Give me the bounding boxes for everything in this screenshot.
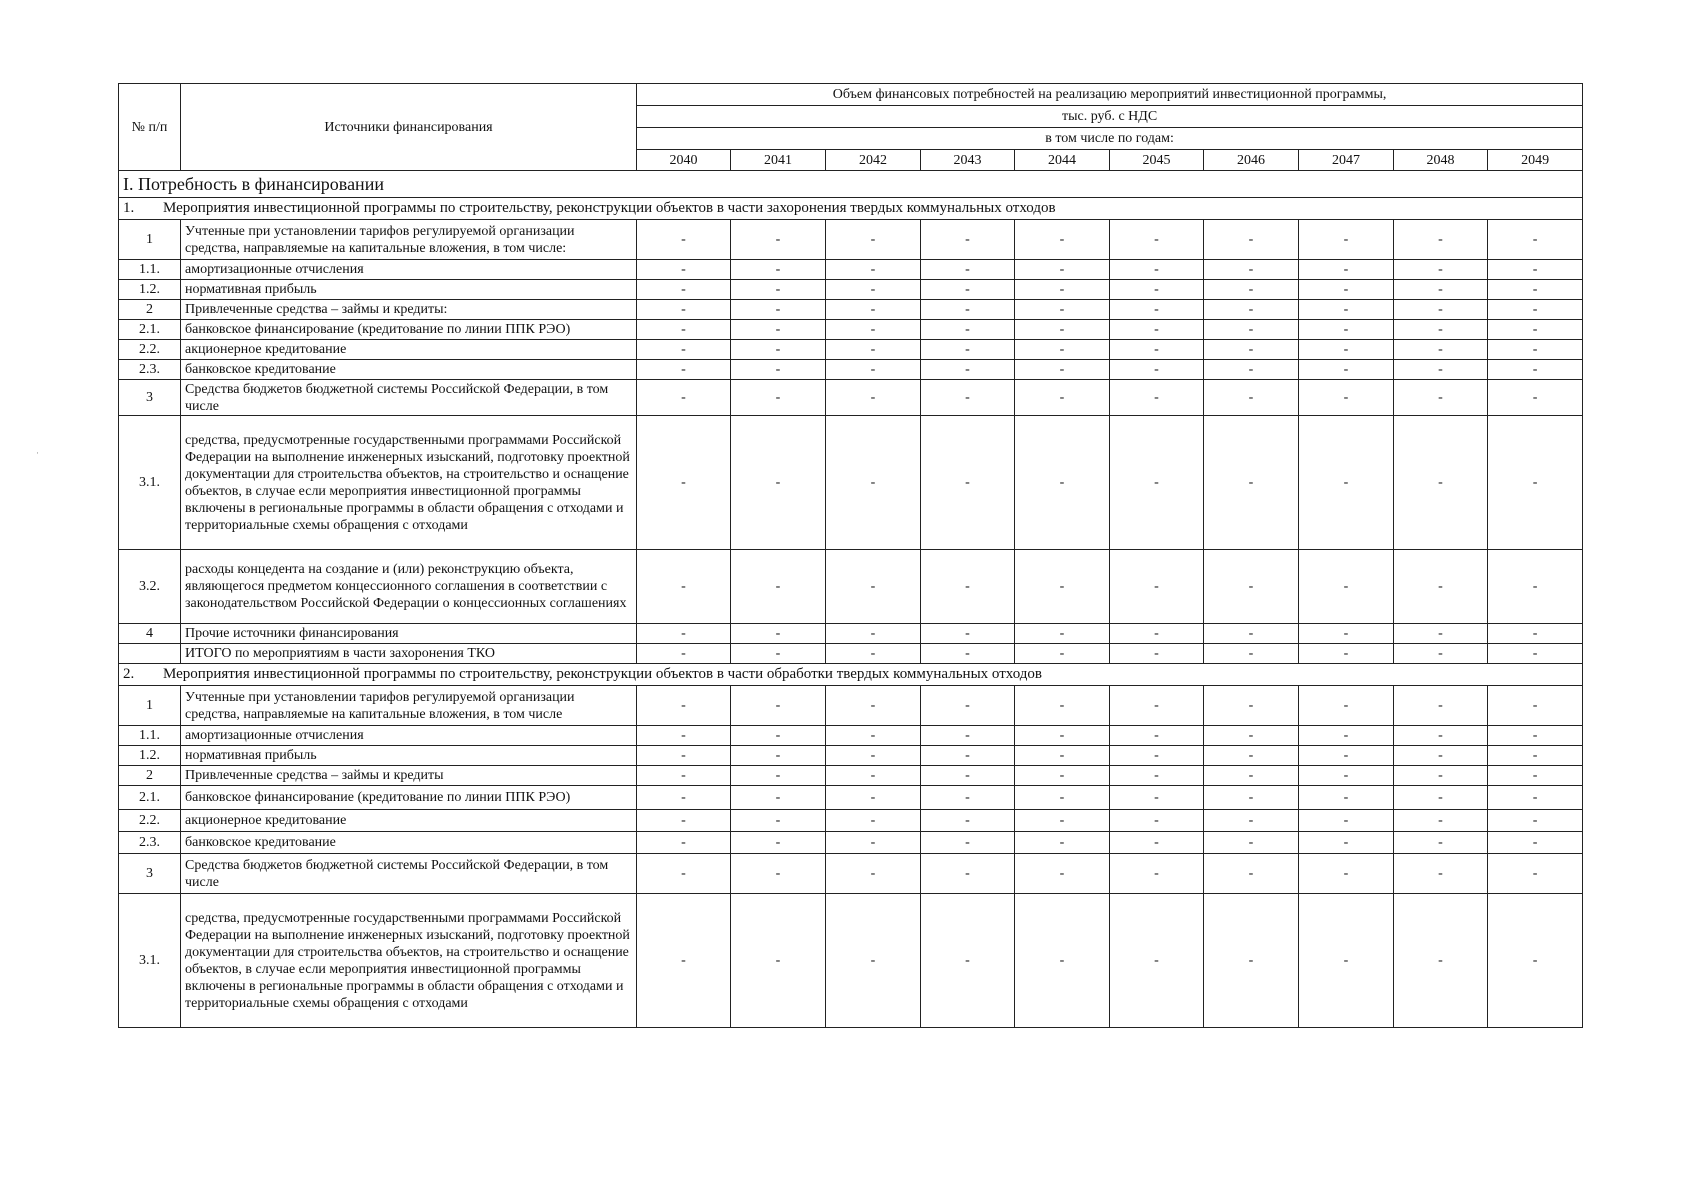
value-cell: - <box>1015 320 1110 340</box>
value-cell: - <box>1015 220 1110 260</box>
value-cell: - <box>1015 894 1110 1028</box>
value-cell: - <box>921 894 1015 1028</box>
row-source-label: банковское кредитование <box>181 832 637 854</box>
year-header: 2048 <box>1394 150 1488 171</box>
value-cell: - <box>1110 380 1204 416</box>
table-row <box>119 686 1583 726</box>
value-cell: - <box>1015 550 1110 624</box>
value-cell: - <box>1394 300 1488 320</box>
value-cell: - <box>1299 832 1394 854</box>
value-cell: - <box>1110 746 1204 766</box>
table-row <box>119 416 1583 550</box>
value-cell: - <box>826 854 921 894</box>
value-cell: - <box>1015 832 1110 854</box>
year-header: 2041 <box>731 150 826 171</box>
row-source-label: амортизационные отчисления <box>181 260 637 280</box>
value-cell: - <box>1299 854 1394 894</box>
value-cell: - <box>1110 300 1204 320</box>
value-cell: - <box>826 220 921 260</box>
row-number: 1.2. <box>119 280 181 300</box>
value-cell: - <box>921 320 1015 340</box>
value-cell: - <box>1394 220 1488 260</box>
total-row <box>119 644 1583 664</box>
value-cell: - <box>1110 220 1204 260</box>
value-cell: - <box>1015 300 1110 320</box>
value-cell: - <box>1015 624 1110 644</box>
value-cell: - <box>1204 810 1299 832</box>
table-row <box>119 726 1583 746</box>
value-cell: - <box>1204 380 1299 416</box>
value-cell: - <box>1488 300 1583 320</box>
value-cell: - <box>1110 260 1204 280</box>
group-number: 2. <box>123 666 135 682</box>
value-cell: - <box>1110 766 1204 786</box>
row-number: 2.2. <box>119 810 181 832</box>
value-cell: - <box>1299 220 1394 260</box>
table-row <box>119 786 1583 810</box>
total-value-cell: - <box>1488 644 1583 664</box>
value-cell: - <box>826 360 921 380</box>
value-cell: - <box>731 550 826 624</box>
value-cell: - <box>921 746 1015 766</box>
row-source-label: Учтенные при установлении тарифов регулируемой организации средства, направляемые на капитальные вложения, в том числе: <box>181 220 637 260</box>
value-cell: - <box>1015 280 1110 300</box>
margin-mark: · <box>36 448 39 458</box>
table-row <box>119 810 1583 832</box>
value-cell: - <box>921 340 1015 360</box>
value-cell: - <box>1110 360 1204 380</box>
year-header: 2049 <box>1488 150 1583 171</box>
value-cell: - <box>921 810 1015 832</box>
value-cell: - <box>1015 260 1110 280</box>
year-header: 2046 <box>1204 150 1299 171</box>
col-sources-header: Источники финансирования <box>181 84 637 171</box>
value-cell: - <box>1394 340 1488 360</box>
volume-unit: тыс. руб. с НДС <box>637 106 1583 128</box>
value-cell: - <box>731 686 826 726</box>
value-cell: - <box>826 686 921 726</box>
value-cell: - <box>637 416 731 550</box>
row-number: 3 <box>119 854 181 894</box>
value-cell: - <box>1394 894 1488 1028</box>
value-cell: - <box>1488 340 1583 360</box>
value-cell: - <box>1204 832 1299 854</box>
value-cell: - <box>826 280 921 300</box>
value-cell: - <box>637 854 731 894</box>
value-cell: - <box>1488 360 1583 380</box>
group-number: 1. <box>123 200 135 216</box>
value-cell: - <box>1299 766 1394 786</box>
year-header: 2043 <box>921 150 1015 171</box>
value-cell: - <box>1110 550 1204 624</box>
row-source-label: акционерное кредитование <box>181 810 637 832</box>
financing-table <box>118 83 1583 1028</box>
value-cell: - <box>921 766 1015 786</box>
year-header: 2042 <box>826 150 921 171</box>
value-cell: - <box>637 726 731 746</box>
value-cell: - <box>1488 810 1583 832</box>
value-cell: - <box>1204 854 1299 894</box>
total-value-cell: - <box>731 644 826 664</box>
table-row <box>119 340 1583 360</box>
row-number: 2.1. <box>119 320 181 340</box>
value-cell: - <box>1204 416 1299 550</box>
row-source-label: Прочие источники финансирования <box>181 624 637 644</box>
value-cell: - <box>1204 766 1299 786</box>
value-cell: - <box>1015 360 1110 380</box>
value-cell: - <box>1394 320 1488 340</box>
value-cell: - <box>1015 810 1110 832</box>
value-cell: - <box>731 746 826 766</box>
value-cell: - <box>1394 260 1488 280</box>
value-cell: - <box>1299 260 1394 280</box>
value-cell: - <box>1394 810 1488 832</box>
value-cell: - <box>826 550 921 624</box>
value-cell: - <box>1488 766 1583 786</box>
total-value-cell: - <box>1394 644 1488 664</box>
table-row <box>119 766 1583 786</box>
value-cell: - <box>921 260 1015 280</box>
value-cell: - <box>731 220 826 260</box>
row-source-label: Привлеченные средства – займы и кредиты <box>181 766 637 786</box>
value-cell: - <box>637 300 731 320</box>
value-cell: - <box>1015 380 1110 416</box>
group-title: Мероприятия инвестиционной программы по строительству, реконструкции объектов в части обработки твердых коммунальных отходов <box>163 666 1042 682</box>
year-header: 2044 <box>1015 150 1110 171</box>
value-cell: - <box>637 260 731 280</box>
value-cell: - <box>1488 220 1583 260</box>
row-number: 4 <box>119 624 181 644</box>
group-title: Мероприятия инвестиционной программы по строительству, реконструкции объектов в части захоронения твердых коммунальных отходов <box>163 200 1056 216</box>
value-cell: - <box>637 320 731 340</box>
value-cell: - <box>1204 894 1299 1028</box>
table-row <box>119 894 1583 1028</box>
value-cell: - <box>1488 320 1583 340</box>
row-source-label: Средства бюджетов бюджетной системы Российской Федерации, в том числе <box>181 380 637 416</box>
row-source-label: банковское финансирование (кредитование по линии ППК РЭО) <box>181 786 637 810</box>
value-cell: - <box>826 416 921 550</box>
value-cell: - <box>731 340 826 360</box>
table-row <box>119 832 1583 854</box>
value-cell: - <box>1299 624 1394 644</box>
total-number-cell <box>119 644 181 664</box>
value-cell: - <box>921 832 1015 854</box>
value-cell: - <box>1110 416 1204 550</box>
total-value-cell: - <box>1110 644 1204 664</box>
value-cell: - <box>921 686 1015 726</box>
value-cell: - <box>1204 360 1299 380</box>
total-value-cell: - <box>1299 644 1394 664</box>
value-cell: - <box>1015 686 1110 726</box>
value-cell: - <box>637 624 731 644</box>
value-cell: - <box>826 300 921 320</box>
row-source-label: нормативная прибыль <box>181 746 637 766</box>
value-cell: - <box>1299 686 1394 726</box>
row-number: 3.1. <box>119 894 181 1028</box>
row-source-label: акционерное кредитование <box>181 340 637 360</box>
row-source-label: Учтенные при установлении тарифов регулируемой организации средства, направляемые на капитальные вложения, в том числе <box>181 686 637 726</box>
row-number: 2.1. <box>119 786 181 810</box>
row-number: 2.3. <box>119 360 181 380</box>
value-cell: - <box>731 786 826 810</box>
value-cell: - <box>1488 280 1583 300</box>
value-cell: - <box>1394 416 1488 550</box>
value-cell: - <box>1299 340 1394 360</box>
value-cell: - <box>1394 280 1488 300</box>
value-cell: - <box>1110 624 1204 644</box>
value-cell: - <box>921 786 1015 810</box>
value-cell: - <box>1204 220 1299 260</box>
table-row <box>119 300 1583 320</box>
value-cell: - <box>731 624 826 644</box>
value-cell: - <box>826 894 921 1028</box>
row-number: 2.3. <box>119 832 181 854</box>
value-cell: - <box>731 832 826 854</box>
value-cell: - <box>1488 854 1583 894</box>
row-number: 1 <box>119 686 181 726</box>
value-cell: - <box>1110 280 1204 300</box>
value-cell: - <box>1394 854 1488 894</box>
value-cell: - <box>1394 550 1488 624</box>
table-row <box>119 260 1583 280</box>
row-number: 3 <box>119 380 181 416</box>
row-number: 2 <box>119 766 181 786</box>
table-row <box>119 624 1583 644</box>
row-number: 2 <box>119 300 181 320</box>
value-cell: - <box>731 280 826 300</box>
value-cell: - <box>1299 786 1394 810</box>
value-cell: - <box>1204 746 1299 766</box>
table-row <box>119 380 1583 416</box>
value-cell: - <box>731 300 826 320</box>
value-cell: - <box>826 320 921 340</box>
value-cell: - <box>826 340 921 360</box>
value-cell: - <box>826 726 921 746</box>
value-cell: - <box>731 854 826 894</box>
volume-title: Объем финансовых потребностей на реализацию мероприятий инвестиционной программы, <box>637 84 1583 106</box>
value-cell: - <box>1394 726 1488 746</box>
table-row <box>119 360 1583 380</box>
value-cell: - <box>637 786 731 810</box>
value-cell: - <box>1488 260 1583 280</box>
value-cell: - <box>731 380 826 416</box>
value-cell: - <box>1488 832 1583 854</box>
value-cell: - <box>1394 380 1488 416</box>
value-cell: - <box>637 360 731 380</box>
table-row <box>119 746 1583 766</box>
value-cell: - <box>921 220 1015 260</box>
value-cell: - <box>1015 416 1110 550</box>
value-cell: - <box>1015 854 1110 894</box>
value-cell: - <box>1110 854 1204 894</box>
value-cell: - <box>637 686 731 726</box>
row-number: 1.1. <box>119 726 181 746</box>
value-cell: - <box>1299 380 1394 416</box>
value-cell: - <box>1015 766 1110 786</box>
value-cell: - <box>1299 894 1394 1028</box>
row-number: 1.1. <box>119 260 181 280</box>
value-cell: - <box>921 416 1015 550</box>
value-cell: - <box>637 340 731 360</box>
total-value-cell: - <box>637 644 731 664</box>
value-cell: - <box>826 766 921 786</box>
value-cell: - <box>731 810 826 832</box>
value-cell: - <box>1299 810 1394 832</box>
total-value-cell: - <box>921 644 1015 664</box>
value-cell: - <box>1299 360 1394 380</box>
col-num-header: № п/п <box>119 84 181 171</box>
value-cell: - <box>826 624 921 644</box>
row-number: 1.2. <box>119 746 181 766</box>
value-cell: - <box>1204 260 1299 280</box>
row-source-label: Привлеченные средства – займы и кредиты: <box>181 300 637 320</box>
value-cell: - <box>1204 320 1299 340</box>
value-cell: - <box>1299 746 1394 766</box>
value-cell: - <box>731 260 826 280</box>
value-cell: - <box>637 894 731 1028</box>
value-cell: - <box>1394 746 1488 766</box>
row-source-label: банковское финансирование (кредитование по линии ППК РЭО) <box>181 320 637 340</box>
group-title-row <box>119 198 1583 220</box>
value-cell: - <box>637 550 731 624</box>
value-cell: - <box>1299 416 1394 550</box>
table-row <box>119 854 1583 894</box>
value-cell: - <box>1015 786 1110 810</box>
total-value-cell: - <box>1204 644 1299 664</box>
value-cell: - <box>921 550 1015 624</box>
value-cell: - <box>921 280 1015 300</box>
row-source-label: нормативная прибыль <box>181 280 637 300</box>
value-cell: - <box>1204 624 1299 644</box>
value-cell: - <box>1015 340 1110 360</box>
value-cell: - <box>921 360 1015 380</box>
value-cell: - <box>921 726 1015 746</box>
value-cell: - <box>1394 360 1488 380</box>
year-header: 2047 <box>1299 150 1394 171</box>
value-cell: - <box>1488 894 1583 1028</box>
year-header: 2045 <box>1110 150 1204 171</box>
value-cell: - <box>637 766 731 786</box>
value-cell: - <box>1488 686 1583 726</box>
table-row <box>119 550 1583 624</box>
value-cell: - <box>1488 746 1583 766</box>
value-cell: - <box>1394 766 1488 786</box>
value-cell: - <box>1299 550 1394 624</box>
value-cell: - <box>1110 320 1204 340</box>
value-cell: - <box>1488 786 1583 810</box>
value-cell: - <box>1394 786 1488 810</box>
value-cell: - <box>1110 726 1204 746</box>
value-cell: - <box>1488 550 1583 624</box>
value-cell: - <box>1110 340 1204 360</box>
value-cell: - <box>731 894 826 1028</box>
value-cell: - <box>1394 624 1488 644</box>
value-cell: - <box>1488 726 1583 746</box>
section-title: I. Потребность в финансировании <box>119 171 1583 198</box>
total-label: ИТОГО по мероприятиям в части захоронения ТКО <box>181 644 637 664</box>
row-number: 2.2. <box>119 340 181 360</box>
row-source-label: Средства бюджетов бюджетной системы Российской Федерации, в том числе <box>181 854 637 894</box>
value-cell: - <box>826 260 921 280</box>
value-cell: - <box>1488 380 1583 416</box>
value-cell: - <box>1204 280 1299 300</box>
value-cell: - <box>1110 786 1204 810</box>
value-cell: - <box>1110 894 1204 1028</box>
total-value-cell: - <box>826 644 921 664</box>
value-cell: - <box>921 854 1015 894</box>
value-cell: - <box>1204 686 1299 726</box>
value-cell: - <box>826 832 921 854</box>
value-cell: - <box>1204 550 1299 624</box>
table-row <box>119 320 1583 340</box>
group-title-row <box>119 664 1583 686</box>
table-header <box>119 84 1583 171</box>
value-cell: - <box>826 746 921 766</box>
value-cell: - <box>1299 320 1394 340</box>
value-cell: - <box>731 766 826 786</box>
table-row <box>119 280 1583 300</box>
row-number: 1 <box>119 220 181 260</box>
row-source-label: банковское кредитование <box>181 360 637 380</box>
row-source-label: средства, предусмотренные государственными программами Российской Федерации на выполнение инженерных изысканий, подготовку проектной документации для строительства объектов, на строительство и оснащение объектов, в случае если мероприятия инвестиционной программы включены в региональные программы в области обращения с отходами и территориальные схемы обращения с отходами <box>181 894 637 1028</box>
value-cell: - <box>1110 810 1204 832</box>
table-body <box>119 171 1583 1028</box>
value-cell: - <box>1015 726 1110 746</box>
value-cell: - <box>826 380 921 416</box>
value-cell: - <box>1299 300 1394 320</box>
row-source-label: средства, предусмотренные государственными программами Российской Федерации на выполнение инженерных изысканий, подготовку проектной документации для строительства объектов, на строительство и оснащение объектов, в случае если мероприятия инвестиционной программы включены в региональные программы в области обращения с отходами и территориальные схемы обращения с отходами <box>181 416 637 550</box>
value-cell: - <box>921 380 1015 416</box>
value-cell: - <box>1488 624 1583 644</box>
value-cell: - <box>637 810 731 832</box>
row-number: 3.1. <box>119 416 181 550</box>
value-cell: - <box>826 810 921 832</box>
value-cell: - <box>1394 686 1488 726</box>
value-cell: - <box>1394 832 1488 854</box>
value-cell: - <box>637 746 731 766</box>
value-cell: - <box>731 360 826 380</box>
row-number: 3.2. <box>119 550 181 624</box>
value-cell: - <box>1204 300 1299 320</box>
value-cell: - <box>1110 686 1204 726</box>
value-cell: - <box>921 300 1015 320</box>
value-cell: - <box>1204 726 1299 746</box>
total-value-cell: - <box>1015 644 1110 664</box>
value-cell: - <box>731 416 826 550</box>
year-header: 2040 <box>637 150 731 171</box>
value-cell: - <box>1110 832 1204 854</box>
value-cell: - <box>1299 726 1394 746</box>
value-cell: - <box>637 380 731 416</box>
value-cell: - <box>1204 786 1299 810</box>
value-cell: - <box>1015 746 1110 766</box>
value-cell: - <box>637 220 731 260</box>
value-cell: - <box>1204 340 1299 360</box>
row-source-label: амортизационные отчисления <box>181 726 637 746</box>
value-cell: - <box>826 786 921 810</box>
value-cell: - <box>637 832 731 854</box>
value-cell: - <box>731 320 826 340</box>
value-cell: - <box>637 280 731 300</box>
table-row <box>119 220 1583 260</box>
value-cell: - <box>731 726 826 746</box>
value-cell: - <box>921 624 1015 644</box>
volume-by-years: в том числе по годам: <box>637 128 1583 150</box>
row-source-label: расходы концедента на создание и (или) реконструкцию объекта, являющегося предметом концессионного соглашения в соответствии с законодательством Российской Федерации о концессионных соглашениях <box>181 550 637 624</box>
value-cell: - <box>1299 280 1394 300</box>
value-cell: - <box>1488 416 1583 550</box>
